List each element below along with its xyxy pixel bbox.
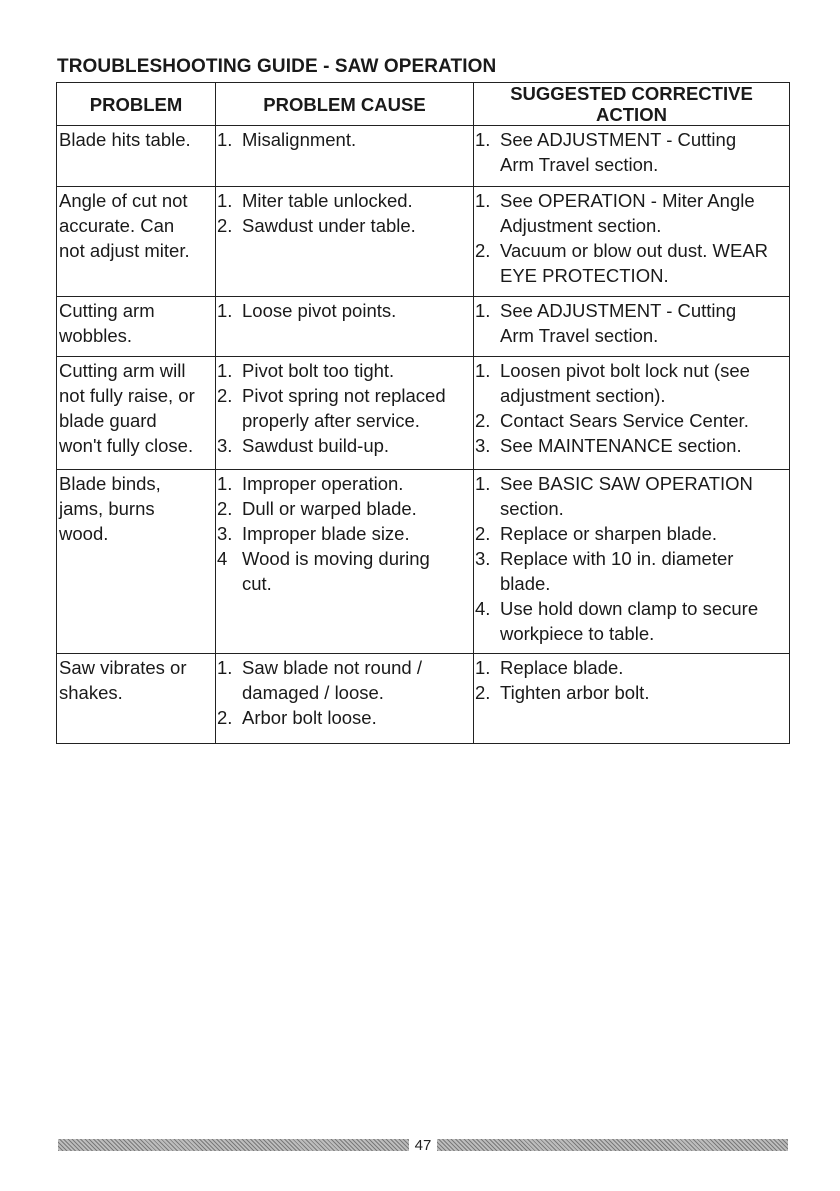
cause-item	[217, 546, 473, 596]
cause-cell	[216, 187, 474, 297]
cause-item	[217, 127, 473, 152]
cause-item-number: 2.	[217, 498, 233, 519]
action-cell	[474, 297, 790, 357]
cause-item-text: Wood is moving during cut.	[242, 548, 430, 594]
action-cell	[474, 654, 790, 744]
action-item-number: 2.	[475, 410, 491, 431]
cause-cell	[216, 357, 474, 470]
cause-list	[216, 127, 473, 152]
action-item	[475, 471, 789, 521]
page-number: 47	[414, 1136, 432, 1154]
action-item-number: 1.	[475, 300, 491, 321]
cause-cell	[216, 126, 474, 187]
action-item-text: Loosen pivot bolt lock nut (see adjustment section).	[500, 360, 750, 406]
problem-cell: Angle of cut not accurate. Can not adjust miter.	[57, 187, 216, 297]
cause-list	[216, 298, 473, 323]
action-list	[474, 655, 789, 705]
cause-cell	[216, 470, 474, 654]
action-item-number: 3.	[475, 548, 491, 569]
action-item	[475, 521, 789, 546]
cause-item	[217, 358, 473, 383]
header-problem-cause: PROBLEM CAUSE	[216, 83, 474, 126]
cause-list	[216, 471, 473, 596]
cause-item	[217, 471, 473, 496]
cause-item-number: 1.	[217, 657, 233, 678]
action-item	[475, 408, 789, 433]
cause-item	[217, 705, 473, 730]
action-item-text: See OPERATION - Miter Angle Adjustment section.	[500, 190, 755, 236]
action-item	[475, 358, 789, 408]
action-item	[475, 680, 789, 705]
problem-cell: Saw vibrates or shakes.	[57, 654, 216, 744]
cause-item-text: Dull or warped blade.	[242, 498, 417, 519]
action-item-number: 4.	[475, 598, 491, 619]
problem-cell: Cutting arm wobbles.	[57, 297, 216, 357]
cause-item-number: 3.	[217, 435, 233, 456]
cause-item-number: 1.	[217, 300, 233, 321]
cause-item-number: 2.	[217, 385, 233, 406]
action-item	[475, 238, 789, 288]
action-item-text: Contact Sears Service Center.	[500, 410, 749, 431]
action-item-number: 3.	[475, 435, 491, 456]
action-item-number: 2.	[475, 240, 491, 261]
cause-item	[217, 298, 473, 323]
action-cell	[474, 126, 790, 187]
cause-cell	[216, 297, 474, 357]
action-item	[475, 546, 789, 596]
action-item-text: Replace with 10 in. diameter blade.	[500, 548, 734, 594]
action-list	[474, 358, 789, 458]
action-item-text: Replace or sharpen blade.	[500, 523, 718, 544]
troubleshooting-table	[56, 82, 790, 744]
action-item	[475, 433, 789, 458]
action-item-text: See BASIC SAW OPERATION section.	[500, 473, 753, 519]
cause-item-number: 1.	[217, 190, 233, 211]
action-item-text: See ADJUSTMENT - Cutting Arm Travel section.	[500, 129, 737, 175]
table-row	[57, 654, 790, 744]
cause-item	[217, 655, 473, 705]
table-row	[57, 470, 790, 654]
table-row	[57, 126, 790, 187]
action-item-number: 1.	[475, 190, 491, 211]
problem-cell: Blade hits table.	[57, 126, 216, 187]
cause-item-text: Loose pivot points.	[242, 300, 397, 321]
cause-item-text: Misalignment.	[242, 129, 357, 150]
footer-rule-left	[58, 1139, 409, 1151]
cause-item-text: Arbor bolt loose.	[242, 707, 377, 728]
cause-list	[216, 188, 473, 238]
cause-item-number: 3.	[217, 523, 233, 544]
cause-item-text: Sawdust under table.	[242, 215, 416, 236]
cause-item	[217, 496, 473, 521]
action-item-number: 1.	[475, 657, 491, 678]
header-corrective-action: SUGGESTED CORRECTIVE ACTION	[474, 83, 790, 126]
action-cell	[474, 470, 790, 654]
action-list	[474, 471, 789, 646]
footer-rule-right	[437, 1139, 788, 1151]
cause-cell	[216, 654, 474, 744]
action-item	[475, 188, 789, 238]
action-cell	[474, 187, 790, 297]
action-item-text: Tighten arbor bolt.	[500, 682, 650, 703]
action-item-text: Use hold down clamp to secure workpiece to table.	[500, 598, 759, 644]
action-list	[474, 298, 789, 348]
action-item-text: See MAINTENANCE section.	[500, 435, 742, 456]
action-item	[475, 298, 789, 348]
cause-item	[217, 213, 473, 238]
action-item-text: Vacuum or blow out dust. WEAR EYE PROTECTION.	[500, 240, 769, 286]
problem-cell: Blade binds, jams, burns wood.	[57, 470, 216, 654]
cause-item-text: Sawdust build-up.	[242, 435, 390, 456]
table-row	[57, 357, 790, 470]
action-item-number: 2.	[475, 682, 491, 703]
cause-item-text: Pivot bolt too tight.	[242, 360, 395, 381]
cause-item-number: 4	[217, 548, 228, 569]
action-item	[475, 655, 789, 680]
action-cell	[474, 357, 790, 470]
cause-item	[217, 383, 473, 433]
page-footer	[58, 1136, 788, 1154]
cause-item	[217, 433, 473, 458]
cause-list	[216, 358, 473, 458]
cause-item-number: 2.	[217, 707, 233, 728]
action-item	[475, 127, 789, 177]
action-list	[474, 188, 789, 288]
cause-item-number: 1.	[217, 129, 233, 150]
action-item-number: 1.	[475, 360, 491, 381]
cause-item-text: Pivot spring not replaced properly after service.	[242, 385, 446, 431]
cause-item-number: 1.	[217, 360, 233, 381]
cause-item-number: 2.	[217, 215, 233, 236]
cause-item-number: 1.	[217, 473, 233, 494]
table-header-row	[57, 83, 790, 126]
cause-item-text: Miter table unlocked.	[242, 190, 413, 211]
cause-item-text: Improper operation.	[242, 473, 404, 494]
table-row	[57, 187, 790, 297]
action-item-number: 1.	[475, 129, 491, 150]
action-item-number: 2.	[475, 523, 491, 544]
action-item-text: Replace blade.	[500, 657, 624, 678]
action-item-text: See ADJUSTMENT - Cutting Arm Travel section.	[500, 300, 737, 346]
table-row	[57, 297, 790, 357]
cause-item-text: Improper blade size.	[242, 523, 410, 544]
cause-list	[216, 655, 473, 730]
header-problem: PROBLEM	[57, 83, 216, 126]
cause-item-text: Saw blade not round / damaged / loose.	[242, 657, 422, 703]
cause-item	[217, 188, 473, 213]
action-item-number: 1.	[475, 473, 491, 494]
action-item	[475, 596, 789, 646]
cause-item	[217, 521, 473, 546]
problem-cell: Cutting arm will not fully raise, or blade guard won't fully close.	[57, 357, 216, 470]
action-list	[474, 127, 789, 177]
page-title: TROUBLESHOOTING GUIDE - SAW OPERATION	[57, 56, 497, 77]
